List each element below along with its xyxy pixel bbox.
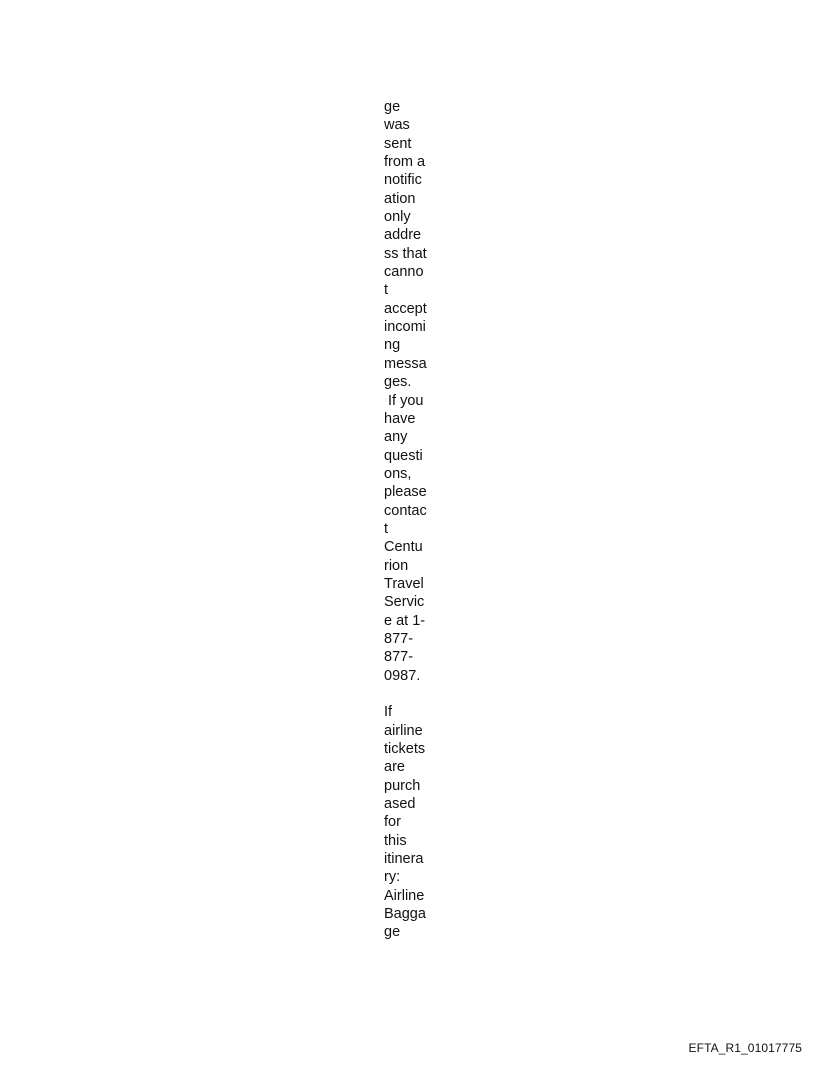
text-line: sent — [384, 135, 412, 152]
text-line: Airline — [384, 887, 425, 904]
text-line: only — [384, 209, 411, 226]
text-line: are — [384, 759, 405, 776]
text-line: ss that — [384, 245, 427, 262]
text-line: canno — [384, 264, 424, 281]
text-line: 877- — [384, 630, 414, 647]
text-line: accept — [384, 300, 427, 317]
text-line: Centu — [384, 539, 423, 556]
text-line: was — [384, 117, 410, 134]
text-line: itinera — [384, 851, 424, 868]
text-line: ge — [384, 99, 401, 115]
text-line: any — [384, 429, 408, 446]
text-line: ons, — [384, 465, 412, 482]
text-line: Servic — [384, 594, 425, 611]
text-line: from a — [384, 154, 426, 171]
email-body-column — [384, 98, 444, 942]
text-line: ges. — [384, 374, 412, 391]
text-line: If — [384, 704, 393, 721]
blank-line — [384, 685, 444, 703]
text-line: for — [384, 814, 401, 831]
text-line: Bagga — [384, 906, 426, 923]
text-line: ation — [384, 190, 416, 207]
text-line: ry: — [384, 869, 401, 886]
text-line: Travel — [384, 575, 424, 592]
text-line: ng — [384, 337, 401, 354]
text-line: ge — [384, 924, 401, 941]
text-line: have — [384, 410, 416, 427]
text-line: please — [384, 484, 427, 501]
text-line: messa — [384, 355, 427, 372]
text-line: t — [384, 282, 389, 299]
text-line: If you — [384, 392, 424, 409]
text-line: airline — [384, 722, 423, 739]
document-id-label: EFTA_R1_01017775 — [688, 1041, 802, 1055]
text-line: ased — [384, 796, 416, 813]
text-line: purch — [384, 777, 421, 794]
text-line: e at 1- — [384, 612, 426, 629]
text-line: questi — [384, 447, 423, 464]
text-line: this — [384, 832, 407, 849]
text-line: notific — [384, 172, 422, 189]
text-line: addre — [384, 227, 422, 244]
text-line: 877- — [384, 649, 414, 666]
text-line: contac — [384, 502, 427, 519]
text-line: incomi — [384, 319, 426, 336]
text-line: rion — [384, 557, 409, 574]
text-line: t — [384, 520, 389, 537]
text-line: tickets — [384, 741, 426, 758]
text-line: 0987. — [384, 667, 421, 684]
